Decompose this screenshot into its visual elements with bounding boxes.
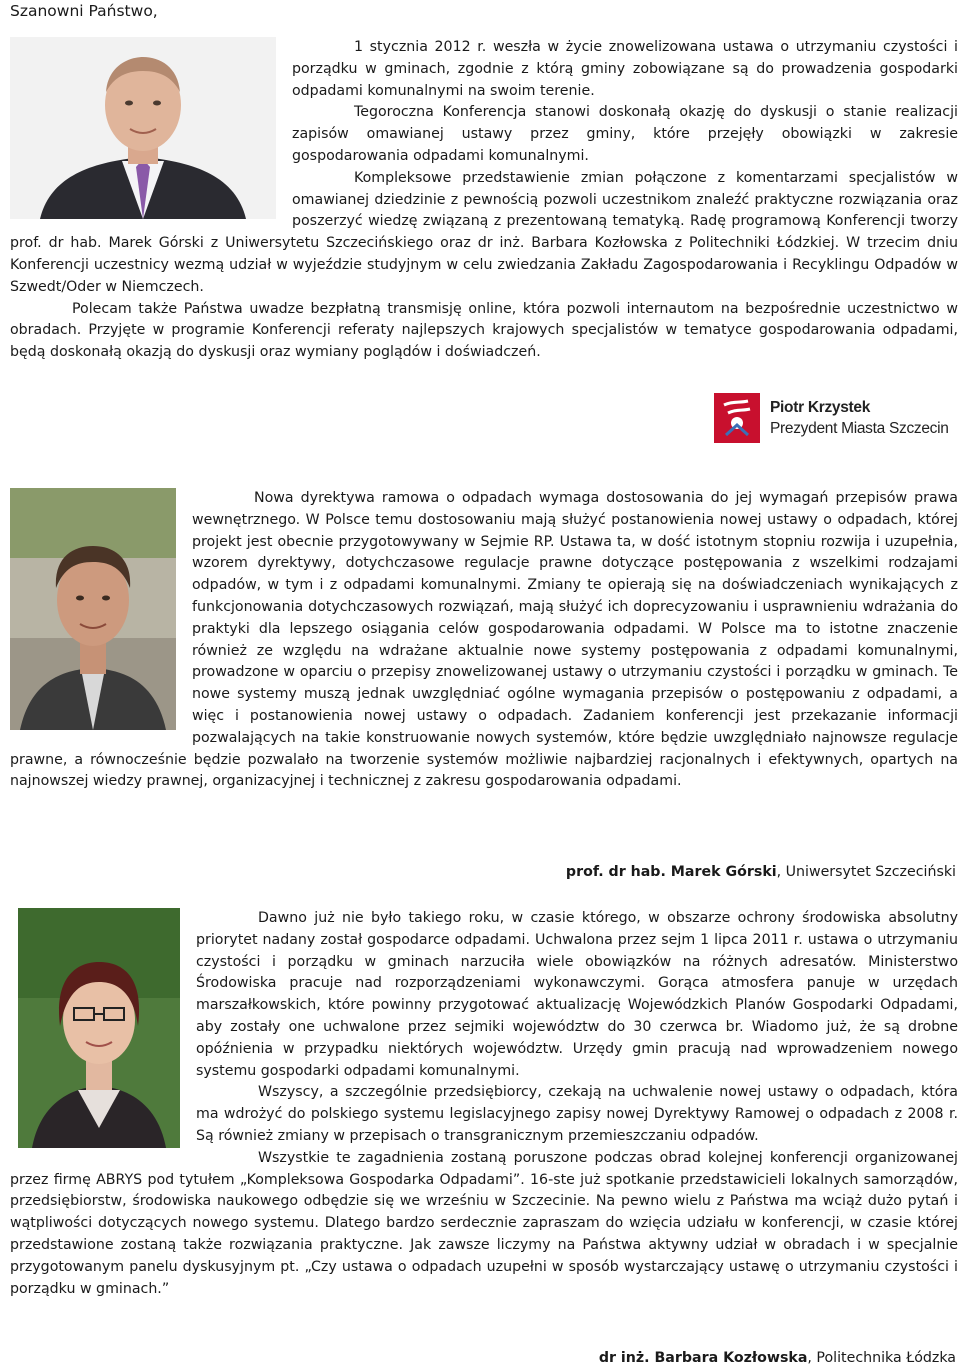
logo-name: Piotr Krzystek <box>770 399 871 416</box>
signature-name: prof. dr hab. Marek Górski <box>565 864 777 880</box>
paragraph: Dawno już nie było takiego roku, w czasie którego, w obszarze ochrony środowiska absolutny priorytet nadany został gospodarce odpadami. Uchwalona przez sejm 1 lipca 2011 r. ustawa o utrzymaniu czystości i porządku w gminach narzuciła wiele obowiązków na różnych adresatów. Ministerstwo Środowiska pracuje nad rozporządzeniami wykonawczymi. Gorąca atmosfera panuje w urzędach marszałkowskich, które powinny przygotować aktualizację Wojewódzkich Planów Gospodarki Odpadami, aby zostały one uchwalone przez sejmiki województw do 30 czerwca br. Wiadomo już, że są drobne opóźnienia w przypadku niektórych województw. Urzędy gmin pracują nad wprowadzeniem nowego systemu gospodarki odpadami komunalnymi. <box>196 910 958 1079</box>
paragraph: Polecam także Państwa uwadze bezpłatną transmisję online, która pozwoli internautom na bezpośrednie uczestnictwo w obradach. Przyjęte w programie Konferencji referaty najlepszych krajowych specjalistów w tematyce gospodarowania odpadami, będą doskonałą okazją do dyskusji oraz wymiany poglądów i doświadczeń. <box>10 300 958 361</box>
logo-szczecin <box>714 393 960 443</box>
signature-affiliation: , Politechnika Łódzka <box>807 1350 956 1366</box>
paragraph: Tegoroczna Konferencja stanowi doskonałą okazję do dyskusji o stanie realizacji zapisów omawianej ustawy przez gminy, które przejęły obowiązki w zakresie gospodarowania odpadami komunalnymi. <box>292 104 958 164</box>
logo-text <box>770 397 949 439</box>
photo-barbara-kozlowska <box>18 908 180 1148</box>
paragraph: Wszyscy, a szczególnie przedsiębiorcy, czekają na uchwalenie nowej ustawy o odpadach, która ma wdrożyć do polskiego systemu legislacyjnego zapisy nowej Dyrektywy Ramowej o odpadach z 2008 r. Są również zmiany w przepisach o transgranicznym przemieszczaniu odpadów. <box>196 1084 958 1144</box>
paragraph: Kompleksowe przedstawienie zmian połączone z komentarzami specjalistów w omawianej dziedzinie z pewnością pozwoli uczestnikom znaleźć praktyczne rozwiązania oraz poszerzyć wiedzę związaną z prezentowaną tematyką. Radę programową Konferencji tworzy prof. dr hab. Marek Górski z Uniwersytetu Szczecińskiego oraz dr inż. Barbara Kozłowska z Politechniki Łódzkiej. W trzecim dniu Konferencji uczestnicy wezmą udział w wyjeździe studyjnym w celu zwiedzania Zakładu Zagospodarowania i Recyklingu Odpadów w Szwedt/Oder w Niemczech. <box>10 169 958 295</box>
signature-affiliation: , Uniwersytet Szczeciński <box>776 864 956 880</box>
section-gorski <box>10 488 958 793</box>
section-kozlowska <box>10 908 958 1300</box>
paragraph: 1 stycznia 2012 r. weszła w życie znowelizowana ustawa o utrzymaniu czystości i porządku w gminach, zgodnie z którą gminy zobowiązane są do prowadzenia gospodarki odpadami komunalnymi na swoim terenie. <box>292 39 958 99</box>
section-president <box>10 37 958 364</box>
signature-kozlowska <box>599 1350 956 1366</box>
signature-name: dr inż. Barbara Kozłowska <box>598 1350 808 1366</box>
paragraph: Wszystkie te zagadnienia zostaną poruszone podczas obrad kolejnej konferencji organizowanej przez firmę ABRYS pod tytułem „Kompleksowa Gospodarka Odpadami”. 16-ste już spotkanie przedstawicieli lokalnych samorządów, przedsiębiorstw, środowiska naukowego odbędzie się we wrześniu w Szczecinie. Na pewno wielu z Państwa ma wciąż dużo pytań i wątpliwości dotyczących nowego systemu. Dlatego bardzo serdecznie zapraszam do wzięcia udziału w konferencji, w czasie której przedstawione zostaną także rozwiązania praktyczne. Jak zawsze liczymy na Państwa aktywny udział w obradach i w specjalnie przygotowanym panelu dyskusyjnym pt. „Czy ustawa o odpadach uzupełni w sposób wystarczający ustawę o utrzymaniu czystości i porządku w gminach.” <box>10 1149 958 1297</box>
photo-piotr-krzystek <box>10 37 276 219</box>
paragraph: Nowa dyrektywa ramowa o odpadach wymaga dostosowania do jej wymagań przepisów prawa wewnętrznego. W Polsce temu dostosowaniu mają służyć postanowienia nowej ustawy o odpadach, której projekt jest obecnie przygotowywany w Sejmie RP. Ustawa ta, w dość istotnym stopniu rozwija i uzupełnia, wzorem dyrektywy, dotychczasowe regulacje prawne dotyczące postępowania z wszelkimi rodzajami odpadów, w tym i z odpadami komunalnymi. Zmiany te opierają się na doświadczeniach wynikających z funkcjonowania dotychczasowych rozwiązań, mają służyć ich doprecyzowaniu i usprawnieniu wdrażania do praktyki dla lepszego osiągania celów gospodarowania odpadami. W Polsce ma to istotne znaczenie również ze względu na wdrażane aktualnie nowe systemy postępowania z odpadami komunalnymi, prowadzone w oparciu o przepisy znowelizowanej ustawy o utrzymaniu czystości i porządku w gminach. Te nowe systemy muszą jednak uwzględniać ogólne wymagania przepisów o postępowaniu z odpadami, a więc i postanowienia nowej ustawy o odpadach. Zadaniem konferencji jest przekazanie informacji pozwalających na takie konstruowanie nowych systemów, które będzie uwzględniało najnowsze regulacje prawne, a równocześnie będzie pozwalało na tworzenie systemów możliwie najbardziej racjonalnych i efektywnych, opartych na najnowszej wiedzy prawnej, organizacyjnej i technicznej z zakresu gospodarowania odpadami. <box>10 490 958 790</box>
logo-title: Prezydent Miasta Szczecin <box>770 420 949 437</box>
greeting: Szanowni Państwo, <box>10 2 158 20</box>
signature-gorski <box>566 864 956 880</box>
szczecin-emblem-icon <box>714 393 760 443</box>
photo-marek-gorski <box>10 488 176 730</box>
